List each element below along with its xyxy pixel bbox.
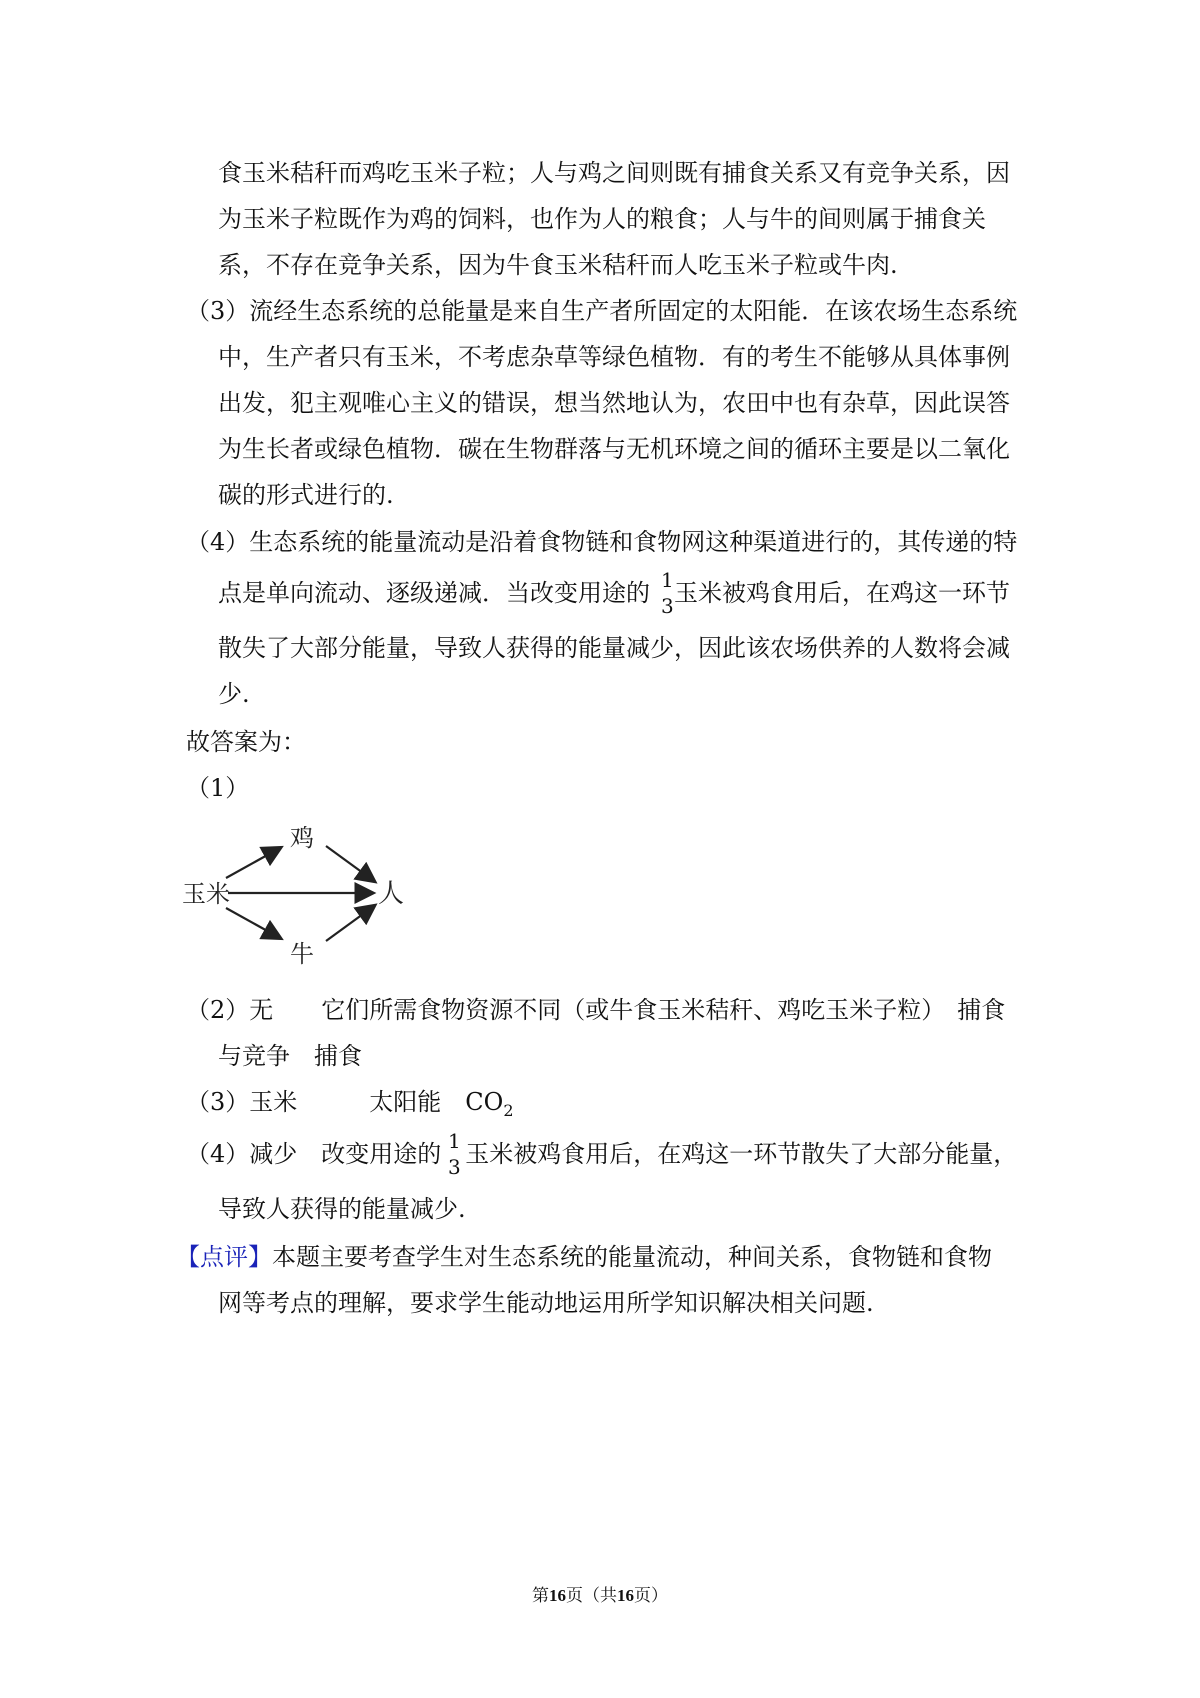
text-segment: （4）减少 改变用途的 — [186, 1140, 442, 1168]
text-line: 导致人获得的能量减少. — [218, 1195, 466, 1223]
text-line: 碳的形式进行的. — [218, 481, 394, 509]
footer-text: 页（共 — [566, 1586, 617, 1606]
node-chicken: 鸡 — [290, 826, 314, 852]
fraction-numerator: 1 — [661, 568, 674, 592]
text-line: 与竞争 捕食 — [218, 1042, 362, 1070]
food-web-diagram — [178, 826, 418, 966]
answer-2-line: （2）无 它们所需食物资源不同（或牛食玉米秸秆、鸡吃玉米子粒） 捕食 — [186, 996, 1006, 1024]
answer-1-label: （1） — [186, 774, 250, 802]
text-segment: （3）玉米 太阳能 CO — [186, 1088, 504, 1116]
page-number: 16 — [549, 1586, 566, 1605]
text-segment: 玉米被鸡食用后，在鸡这一环节散失了大部分能量， — [465, 1140, 1018, 1168]
text-line — [218, 578, 1010, 608]
comment-line — [176, 1242, 992, 1272]
paragraph-4-line: （4）生态系统的能量流动是沿着食物链和食物网这种渠道进行的，其传递的特 — [186, 528, 1018, 556]
answer-4-line — [186, 1139, 1017, 1169]
text-line: 少. — [218, 680, 250, 708]
fraction-numerator: 1 — [448, 1129, 461, 1153]
text-line: 散失了大部分能量，导致人获得的能量减少，因此该农场供养的人数将会减 — [218, 634, 1010, 662]
paragraph-3-line: （3）流经生态系统的总能量是来自生产者所固定的太阳能．在该农场生态系统 — [186, 297, 1018, 325]
text-line: 食玉米秸秆而鸡吃玉米子粒；人与鸡之间则既有捕食关系又有竞争关系，因 — [218, 159, 1010, 187]
node-corn: 玉米 — [182, 880, 230, 908]
arrow-chicken-human — [326, 846, 374, 881]
arrow-cow-human — [326, 906, 374, 941]
text-segment: 本题主要考查学生对生态系统的能量流动，种间关系，食物链和食物 — [272, 1243, 992, 1271]
text-line: 出发，犯主观唯心主义的错误，想当然地认为，农田中也有杂草，因此误答 — [218, 389, 1010, 417]
page-total: 16 — [617, 1586, 634, 1605]
footer-text: 页） — [634, 1586, 668, 1606]
comment-tag: 【点评】 — [176, 1243, 272, 1271]
text-line: 为玉米子粒既作为鸡的饲料，也作为人的粮食；人与牛的间则属于捕食关 — [218, 205, 986, 233]
fraction-denominator: 3 — [661, 594, 674, 618]
node-cow: 牛 — [290, 940, 314, 966]
answer-title: 故答案为： — [186, 728, 306, 756]
text-segment: 点是单向流动、逐级递减．当改变用途的 — [218, 579, 650, 607]
subscript: 2 — [503, 1100, 514, 1120]
arrow-corn-chicken — [226, 848, 280, 878]
answer-3-line — [186, 1087, 514, 1126]
text-segment: 玉米被鸡食用后，在鸡这一环节 — [674, 579, 1010, 607]
arrow-corn-cow — [226, 908, 280, 938]
text-line: 为生长者或绿色植物．碳在生物群落与无机环境之间的循环主要是以二氧化 — [218, 435, 1010, 463]
page-footer — [0, 1585, 1200, 1607]
footer-text: 第 — [532, 1586, 549, 1606]
text-line: 系，不存在竞争关系，因为牛食玉米秸秆而人吃玉米子粒或牛肉. — [218, 251, 898, 279]
node-human: 人 — [378, 879, 405, 909]
text-line: 网等考点的理解，要求学生能动地运用所学知识解决相关问题. — [218, 1289, 874, 1317]
fraction-denominator: 3 — [448, 1155, 461, 1179]
text-line: 中，生产者只有玉米，不考虑杂草等绿色植物．有的考生不能够从具体事例 — [218, 343, 1010, 371]
